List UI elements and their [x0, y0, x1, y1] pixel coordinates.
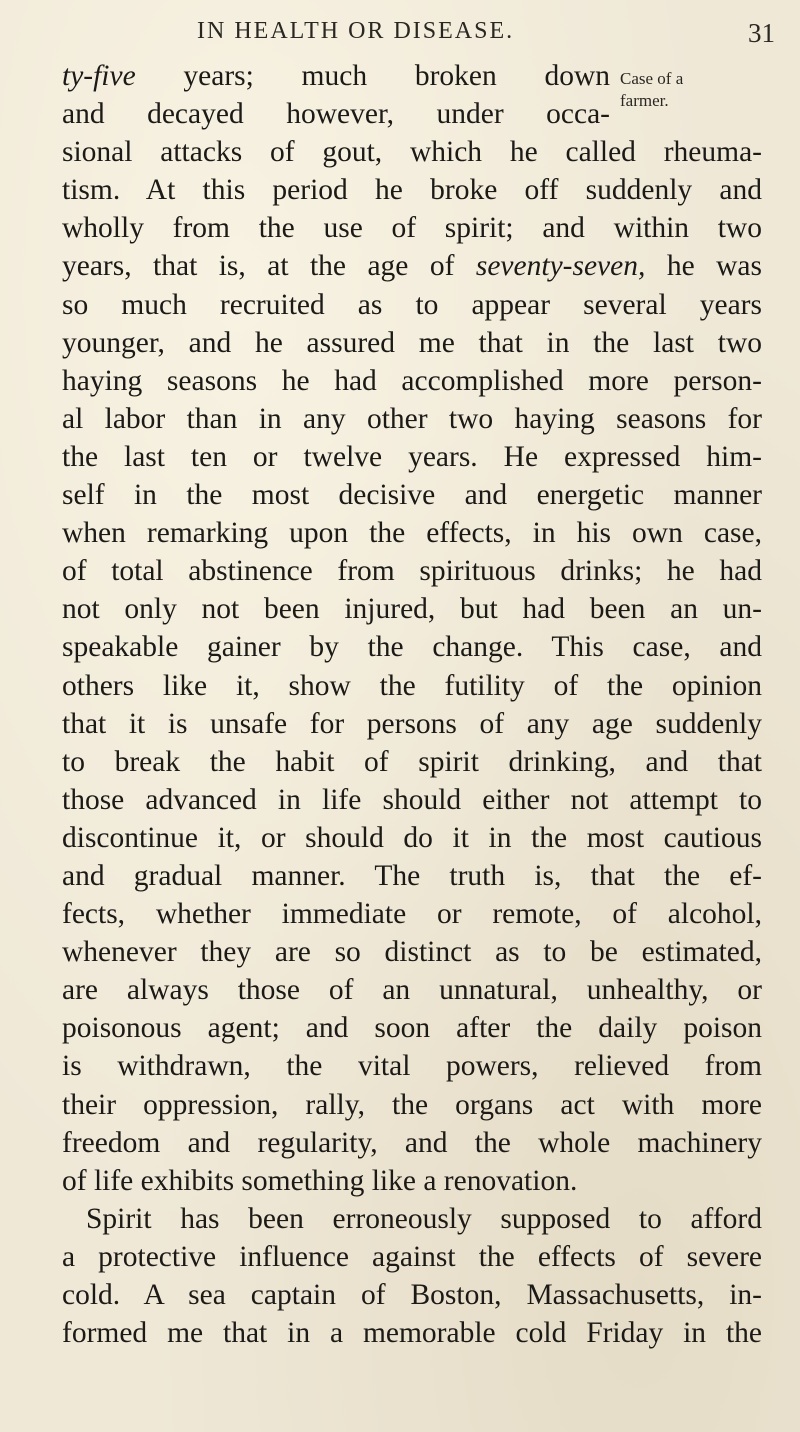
text-line-21: discontinue it, or should do it in the most cautious	[62, 821, 762, 854]
text-line-11: the last ten or twelve years. He expressed him-	[62, 440, 762, 473]
text-line-14: of total abstinence from spirituous drinks; he had	[62, 555, 762, 588]
text-line-18: that it is unsafe for persons of any age suddenly	[62, 707, 762, 740]
text-line-19: to break the habit of spirit drinking, and that	[62, 745, 762, 778]
margin-note-line-2: farmer.	[620, 91, 669, 110]
text-line-27: is withdrawn, the vital powers, relieved from	[62, 1050, 762, 1083]
text-line-20: those advanced in life should either not attempt to	[62, 783, 762, 816]
running-head	[0, 10, 800, 50]
text-line-24: whenever they are so distinct as to be estimated,	[62, 936, 762, 969]
text-line-3: sional attacks of gout, which he called rheuma-	[62, 136, 762, 169]
text-line-32: a protective influence against the effects of severe	[62, 1240, 762, 1273]
italic-fragment: ty-five	[62, 60, 136, 92]
text-fragment: years; much broken down	[135, 60, 610, 92]
text-line-22: and gradual manner. The truth is, that the ef-	[62, 859, 762, 892]
margin-note-line-1: Case of a	[620, 69, 684, 88]
text-line-1	[62, 57, 610, 95]
text-line-13: when remarking upon the effects, in his own case,	[62, 517, 762, 550]
text-line-25: are always those of an unnatural, unhealthy, or	[62, 974, 762, 1007]
text-line-34: formed me that in a memorable cold Friday in the	[62, 1317, 762, 1350]
text-line-7: so much recruited as to appear several years	[62, 288, 762, 321]
text-line-15: not only not been injured, but had been an un-	[62, 593, 762, 626]
text-line-2: and decayed however, under occa-	[62, 98, 610, 131]
text-line-6	[62, 247, 762, 285]
text-line-10: al labor than in any other two haying seasons for	[62, 402, 762, 435]
text-line-23: fects, whether immediate or remote, of alcohol,	[62, 898, 762, 931]
body-text	[62, 57, 762, 1352]
running-title: IN HEALTH OR DISEASE.	[197, 18, 515, 44]
text-line-4: tism. At this period he broke off suddenly and	[62, 174, 762, 207]
text-line-12: self in the most decisive and energetic manner	[62, 479, 762, 512]
text-line-16: speakable gainer by the change. This case, and	[62, 631, 762, 664]
text-line-29: freedom and regularity, and the whole machinery	[62, 1126, 762, 1159]
text-line-26: poisonous agent; and soon after the daily poison	[62, 1012, 762, 1045]
text-line-33: cold. A sea captain of Boston, Massachusetts, in-	[62, 1279, 762, 1311]
text-line-5: wholly from the use of spirit; and within two	[62, 212, 762, 245]
text-line-17: others like it, show the futility of the opinion	[62, 669, 762, 702]
italic-fragment: seventy-seven,	[475, 250, 646, 283]
text-line-31: Spirit has been erroneously supposed to afford	[86, 1202, 762, 1235]
text-line-9: haying seasons he had accomplished more person-	[62, 364, 762, 397]
text-line-28: their oppression, rally, the organs act with more	[62, 1088, 762, 1121]
page-number: 31	[748, 18, 775, 48]
text-line-30: of life exhibits something like a renovation.	[62, 1164, 578, 1197]
text-fragment: he was	[645, 250, 762, 283]
text-fragment: years, that is, at the age of	[62, 250, 476, 283]
text-line-8: younger, and he assured me that in the last two	[62, 326, 762, 359]
